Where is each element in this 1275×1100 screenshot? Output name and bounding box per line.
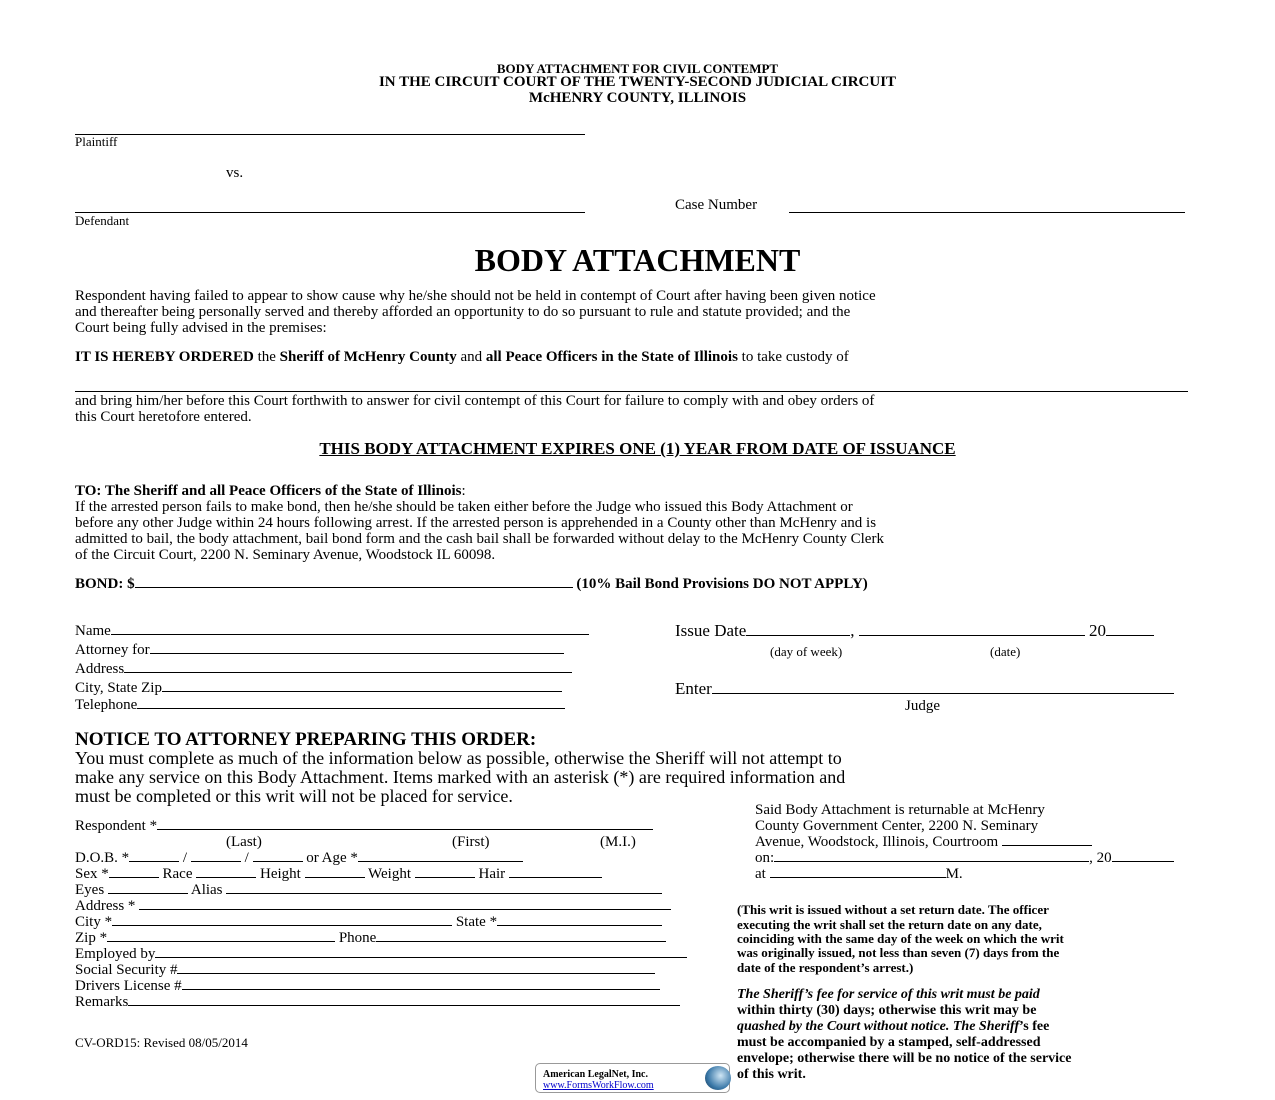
label: at: [755, 866, 766, 882]
label: Eyes: [75, 882, 105, 898]
dl-field[interactable]: [182, 988, 660, 990]
t: /: [182, 850, 188, 866]
label: M.: [945, 866, 963, 882]
remarks-row: [75, 995, 680, 1010]
issue-year-field[interactable]: [1106, 634, 1154, 636]
courtroom-row: [755, 835, 1092, 850]
physical-row: [75, 867, 602, 882]
form-title-small: BODY ATTACHMENT FOR CIVIL CONTEMPT: [496, 61, 779, 76]
issue-day-field[interactable]: [746, 634, 850, 636]
to-line: admitted to bail, the body attachment, bail bond form and the cash bail shall be forwarded without delay to the McHenry County Clerk: [75, 531, 884, 547]
label: Phone: [338, 930, 377, 946]
label: Weight: [368, 866, 411, 882]
dob-day-field[interactable]: [191, 860, 241, 862]
attorney-city-field[interactable]: [162, 690, 562, 692]
form-id: CV-ORD15: Revised 08/05/2014: [75, 1035, 248, 1050]
race-field[interactable]: [196, 876, 256, 878]
logo-link[interactable]: www.FormsWorkFlow.com: [543, 1080, 654, 1091]
globe-icon: [705, 1066, 731, 1090]
intro-line: Court being fully advised in the premises:: [75, 320, 327, 336]
respondent-row: [75, 819, 653, 834]
logo-name: American LegalNet, Inc.: [543, 1069, 648, 1080]
fee-line: within thirty (30) days; otherwise this writ may be: [737, 1003, 1037, 1018]
first-caption: (First): [452, 834, 490, 850]
dob-row: [75, 851, 523, 866]
attorney-name-row: [75, 624, 589, 639]
attorney-for-field[interactable]: [150, 652, 564, 654]
ssn-field[interactable]: [177, 972, 655, 974]
fee-line: of this writ.: [737, 1067, 806, 1082]
employed-field[interactable]: [155, 956, 687, 958]
day-of-week-caption: (day of week): [770, 644, 843, 659]
attorney-phone-row: [75, 698, 565, 713]
defendant-field[interactable]: [75, 211, 585, 213]
dob-month-field[interactable]: [129, 860, 179, 862]
address-row: [75, 899, 671, 914]
plaintiff-label: Plaintiff: [75, 134, 118, 149]
date-caption: (date): [990, 644, 1021, 659]
return-note-line: coinciding with the same day of the week on which the writ: [737, 931, 1064, 946]
fee-line: [737, 1020, 1049, 1034]
dl-row: [75, 979, 660, 994]
attorney-city-row: [75, 681, 562, 696]
return-time-row: [755, 867, 963, 882]
ssn-row: [75, 963, 655, 978]
return-year-field[interactable]: [1112, 860, 1174, 862]
order-officers: all Peace Officers in the State of Illinois: [485, 349, 738, 365]
return-note-line: was originally issued, not less than seven (7) days from the: [737, 945, 1060, 960]
order-line: this Court heretofore entered.: [75, 409, 252, 425]
page-title: BODY ATTACHMENT: [474, 242, 801, 278]
city-row: [75, 915, 662, 930]
custody-name-field[interactable]: [75, 390, 1188, 392]
bond-row: [75, 577, 868, 592]
dob-year-field[interactable]: [253, 860, 303, 862]
label: Address *: [75, 898, 136, 914]
alias-field[interactable]: [226, 892, 662, 894]
intro-line: Respondent having failed to appear to show cause why he/she should not be held in contempt of Court after having been given notice: [75, 288, 876, 304]
label: City, State Zip: [75, 680, 162, 696]
eyes-row: [75, 883, 662, 898]
to-heading-text: TO: The Sheriff and all Peace Officers of the State of Illinois: [75, 483, 462, 499]
case-number-label: Case Number: [675, 197, 758, 213]
t: the: [253, 349, 280, 365]
bond-label: BOND: $: [75, 576, 135, 592]
attorney-phone-field[interactable]: [137, 707, 565, 709]
label: 20: [1089, 621, 1107, 640]
return-time-field[interactable]: [770, 876, 946, 878]
label: Attorney for: [75, 642, 150, 658]
to-line: If the arrested person fails to make bond, then he/she should be taken either before the Judge who issued this Body Attachment or: [75, 499, 853, 515]
to-heading: [75, 484, 466, 499]
label: , 20: [1089, 850, 1112, 866]
return-note-line: executing the writ shall set the return date on any date,: [737, 917, 1042, 932]
t: ,: [850, 621, 855, 640]
label: D.O.B. *: [75, 850, 130, 866]
defendant-label: Defendant: [75, 213, 130, 228]
returnable-line: Said Body Attachment is returnable at McHenry: [755, 802, 1045, 818]
fee-line: envelope; otherwise there will be no notice of the service: [737, 1051, 1072, 1066]
mi-caption: (M.I.): [600, 834, 636, 850]
order-sheriff: Sheriff of McHenry County: [279, 349, 457, 365]
t: to take custody of: [737, 349, 849, 365]
zip-row: [75, 931, 666, 946]
label: Enter: [675, 679, 712, 698]
return-date-field[interactable]: [774, 860, 1089, 862]
enter-row: [675, 680, 1174, 697]
t: :: [461, 483, 466, 499]
fee-italic: quashed by the Court without notice. The Sheriff: [737, 1019, 1020, 1034]
fee-line: The Sheriff’s fee for service of this writ must be paid: [737, 987, 1040, 1002]
attorney-for-row: [75, 643, 564, 658]
case-number-field[interactable]: [789, 211, 1185, 213]
to-line: of the Circuit Court, 2200 N. Seminary Avenue, Woodstock IL 60098.: [75, 547, 496, 563]
issue-date-row: [675, 622, 1154, 639]
last-caption: (Last): [226, 834, 262, 850]
label: Telephone: [75, 697, 138, 713]
sex-field[interactable]: [109, 876, 159, 878]
label: Respondent *: [75, 818, 158, 834]
order-line: and bring him/her before this Court forthwith to answer for civil contempt of this Court for failure to comply with and obey orders of: [75, 393, 875, 409]
weight-field[interactable]: [415, 876, 475, 878]
order-line: [75, 350, 849, 365]
label: Height: [259, 866, 301, 882]
t: /: [244, 850, 249, 866]
address-field[interactable]: [139, 908, 671, 910]
employed-row: [75, 947, 687, 962]
phone-field[interactable]: [376, 940, 666, 942]
expiration-notice: THIS BODY ATTACHMENT EXPIRES ONE (1) YEAR FROM DATE OF ISSUANCE: [319, 439, 956, 458]
intro-line: and thereafter being personally served and thereby afforded an opportunity to do so pursuant to rule and statute provided; and the: [75, 304, 851, 320]
vs-label: vs.: [226, 165, 244, 181]
label: on:: [755, 850, 775, 866]
bond-amount-field[interactable]: [135, 586, 573, 588]
label: Address: [75, 661, 125, 677]
label: Issue Date: [675, 621, 747, 640]
judge-signature-field[interactable]: [712, 692, 1174, 694]
label: Remarks: [75, 994, 129, 1010]
label: Zip *: [75, 930, 108, 946]
label: Avenue, Woodstock, Illinois, Courtroom: [755, 834, 999, 850]
attorney-address-row: [75, 662, 572, 677]
courtroom-field[interactable]: [1002, 844, 1092, 846]
height-field[interactable]: [305, 876, 365, 878]
return-note-line: (This writ is issued without a set return date. The officer: [737, 902, 1049, 917]
notice-line: must be completed or this writ will not be placed for service.: [75, 786, 513, 806]
label: Alias: [190, 882, 223, 898]
american-legalnet-logo[interactable]: [535, 1063, 730, 1093]
state-field[interactable]: [497, 924, 662, 926]
to-line: before any other Judge within 24 hours following arrest. If the arrested person is apprehended in a County other than McHenry and is: [75, 515, 877, 531]
t: ’s fee: [1019, 1019, 1050, 1034]
court-name: IN THE CIRCUIT COURT OF THE TWENTY-SECOND JUDICIAL CIRCUIT: [378, 74, 897, 90]
label: Social Security #: [75, 962, 178, 978]
notice-line: make any service on this Body Attachment. Items marked with an asterisk (*) are required information and: [75, 767, 846, 787]
issue-date-field[interactable]: [859, 634, 1085, 636]
t: and: [456, 349, 486, 365]
returnable-line: County Government Center, 2200 N. Seminary: [755, 818, 1039, 834]
label: Employed by: [75, 946, 156, 962]
county-name: McHENRY COUNTY, ILLINOIS: [528, 90, 747, 106]
age-field[interactable]: [358, 860, 523, 862]
label: or Age *: [306, 850, 358, 866]
fee-line: must be accompanied by a stamped, self-addressed: [737, 1035, 1041, 1050]
attorney-name-field[interactable]: [111, 633, 589, 635]
respondent-name-field[interactable]: [157, 828, 653, 830]
label: Race: [162, 866, 193, 882]
judge-caption: Judge: [905, 698, 940, 714]
notice-line: You must complete as much of the information below as possible, otherwise the Sheriff will not attempt to: [75, 748, 842, 768]
city-field[interactable]: [112, 924, 452, 926]
label: Drivers License #: [75, 978, 182, 994]
plaintiff-field[interactable]: [75, 133, 585, 135]
notice-heading: NOTICE TO ATTORNEY PREPARING THIS ORDER:: [75, 729, 537, 750]
label: Hair: [478, 866, 506, 882]
bond-note: (10% Bail Bond Provisions DO NOT APPLY): [572, 576, 868, 592]
attorney-address-field[interactable]: [124, 671, 572, 673]
label: Name: [75, 623, 111, 639]
order-ordered: IT IS HEREBY ORDERED: [75, 349, 254, 365]
hair-field[interactable]: [509, 876, 602, 878]
label: City *: [75, 914, 113, 930]
return-note-line: date of the respondent’s arrest.): [737, 960, 914, 975]
zip-field[interactable]: [107, 940, 335, 942]
label: State *: [455, 914, 498, 930]
return-date-row: [755, 851, 1174, 866]
remarks-field[interactable]: [128, 1004, 680, 1006]
label: Sex *: [75, 866, 109, 882]
eyes-field[interactable]: [108, 892, 188, 894]
